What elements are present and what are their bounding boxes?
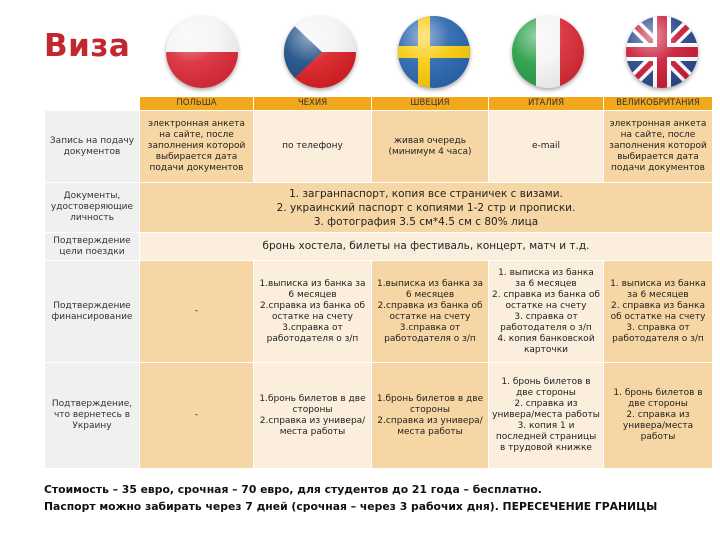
list-item: 4. копия банковской карточки (497, 333, 595, 355)
list-item: 1.выписка из банка за 6 месяцев (259, 278, 366, 300)
table-header-row (45, 97, 713, 111)
list-item: 2.справка из универа/места работы (259, 415, 366, 437)
cell-finance-uk (604, 261, 713, 363)
cell-identity-documents (140, 183, 713, 233)
cell-submission-czech: по телефону (254, 111, 372, 183)
visa-comparison-table (44, 96, 713, 469)
header-empty-cell (45, 97, 140, 111)
cell-submission-sweden: живая очередь (минимум 4 часа) (372, 111, 489, 183)
cell-finance-czech (254, 261, 372, 363)
footer-notes (44, 481, 657, 515)
list-item: 1.бронь билетов в две стороны (376, 393, 484, 415)
row-label-purpose: Подтверждение цели поездки (45, 233, 140, 261)
list-item: 1. бронь билетов в две стороны (501, 377, 591, 398)
list-item: 3.справка от работодателя о з/п (384, 322, 476, 344)
cell-purpose: бронь хостела, билеты на фестиваль, концерт, матч и т.д. (140, 233, 713, 261)
cell-finance-italy (489, 261, 604, 363)
list-item: 2.справка из банка об остатке на счету (377, 300, 483, 322)
list-item: 2. справка из банка об остатке на счету (492, 289, 600, 311)
uk-flag-icon (626, 16, 698, 88)
header-czech: ЧЕХИЯ (254, 97, 372, 111)
list-item: 3. копия 1 и последней страницы в трудовой книжке (495, 421, 597, 453)
list-item: 1. выписка из банка за 6 месяцев (498, 267, 594, 289)
cell-return-italy (489, 363, 604, 469)
cell-submission-poland: электронная анкета на сайте, после заполнения которой выбирается дата подачи документов (140, 111, 254, 183)
header-poland: ПОЛЬША (140, 97, 254, 111)
list-item: 2.справка из банка об остатке на счету (259, 300, 366, 322)
list-item: 2. справка из универа/места работы (492, 399, 600, 420)
row-label-return: Подтверждение, что вернетесь в Украину (45, 363, 140, 469)
cell-submission-italy: e-mail (489, 111, 604, 183)
footer-passport-line: Паспорт можно забирать через 7 дней (срочная – через 3 рабочих дня). ПЕРЕСЕЧЕНИЕ ГРАНИЦЫ (44, 500, 658, 513)
list-item: 3.справка от работодателя о з/п (266, 322, 359, 344)
czech-flag-icon (284, 16, 356, 88)
row-label-identity: Документы, удостоверяющие личность (45, 183, 140, 233)
table-row-finance (45, 261, 713, 363)
list-item: 1.выписка из банка за 6 месяцев (376, 278, 484, 300)
list-item: 2.справка из универа/места работы (377, 415, 483, 437)
footer-cost-line: Стоимость – 35 евро, срочная – 70 евро, для студентов до 21 года – бесплатно. (44, 483, 542, 496)
header-uk: ВЕЛИКОБРИТАНИЯ (604, 97, 713, 111)
cell-submission-uk: электронная анкета на сайте, после заполнения которой выбирается дата подачи документов (604, 111, 713, 183)
cell-return-poland: - (140, 363, 254, 469)
header-sweden: ШВЕЦИЯ (372, 97, 489, 111)
identity-item: 3. фотография 3.5 см*4.5 см с 80% лица (313, 215, 539, 228)
sweden-flag-icon (398, 16, 470, 88)
page-title: Виза (44, 28, 131, 64)
list-item: 2. справка из универа/места работы (622, 410, 694, 442)
table-row-purpose (45, 233, 713, 261)
table-row-identity (45, 183, 713, 233)
cell-return-uk (604, 363, 713, 469)
poland-flag-icon (166, 16, 238, 88)
identity-item: 1. загранпаспорт, копия все страничек с визами. (289, 187, 563, 200)
table-row-submission (45, 111, 713, 183)
identity-item: 2. украинский паспорт с копиями 1-2 стр и прописки. (276, 201, 576, 214)
list-item: 2. справка из банка об остатке на счету (610, 300, 706, 322)
list-item: 1. выписка из банка за 6 месяцев (610, 278, 706, 300)
row-label-submission: Запись на подачу документов (45, 111, 140, 183)
cell-finance-poland: - (140, 261, 254, 363)
list-item: 3. справка от работодателя о з/п (612, 322, 704, 344)
header-italy: ИТАЛИЯ (489, 97, 604, 111)
cell-return-sweden (372, 363, 489, 469)
table-row-return (45, 363, 713, 469)
list-item: 1. бронь билетов в две стороны (613, 388, 703, 409)
row-label-finance: Подтверждение финансирование (45, 261, 140, 363)
cell-return-czech (254, 363, 372, 469)
list-item: 3. справка от работодателя о з/п (500, 311, 592, 333)
italy-flag-icon (512, 16, 584, 88)
cell-finance-sweden (372, 261, 489, 363)
list-item: 1.бронь билетов в две стороны (259, 393, 366, 415)
